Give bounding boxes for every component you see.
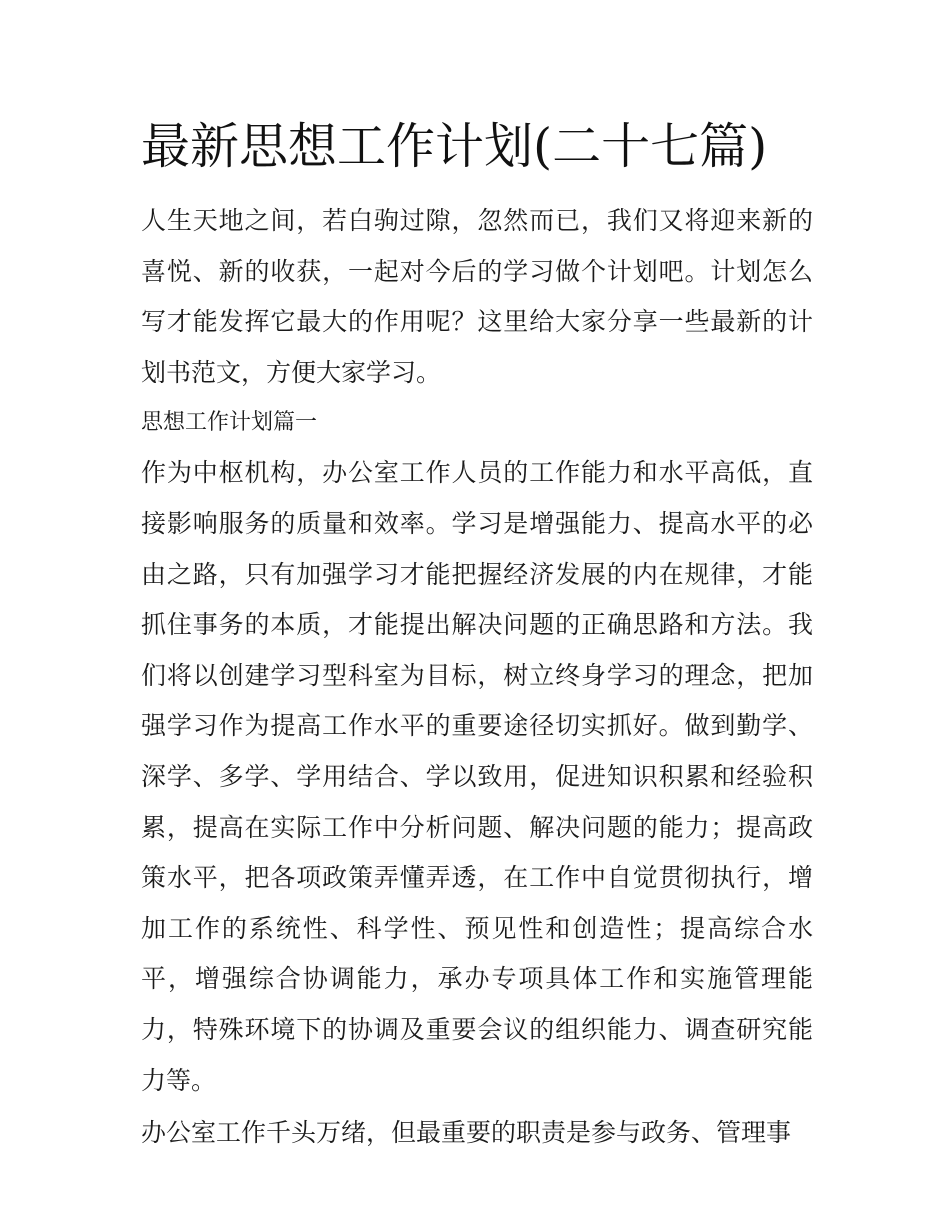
body-paragraph: 办公室工作千头万绪，但最重要的职责是参与政务、管理事 (141, 1118, 792, 1148)
body-paragraph: 作为中枢机构，办公室工作人员的工作能力和水平高低，直接影响服务的质量和效率。学习是增强能力、提高水平的必由之路，只有加强学习才能把握经济发展的内在规律，才能抓住事务的本质，才能提出解决问题的正确思路和方法。我们将以创建学习型科室为目标，树立终身学习的理念，把加强学习作为提高工作水平的重要途径切实抓好。做到勤学、深学、多学、学用结合、学以致用，促进知识积累和经验积累，提高在实际工作中分析问题、解决问题的能力；提高政策水平，把各项政策弄懂弄透，在工作中自觉贯彻执行，增加工作的系统性、科学性、预见性和创造性；提高综合水平，增强综合协调能力，承办专项具体工作和实施管理能力，特殊环境下的协调及重要会议的组织能力、调查研究能力等。 (141, 458, 813, 1095)
document-title: 最新思想工作计划(二十七篇) (141, 118, 768, 175)
document-body (141, 112, 813, 1159)
section-heading: 思想工作计划篇一 (141, 410, 318, 436)
intro-paragraph: 人生天地之间，若白驹过隙，忽然而已，我们又将迎来新的喜悦、新的收获，一起对今后的学习做个计划吧。计划怎么写才能发挥它最大的作用呢？这里给大家分享一些最新的计划书范文，方便大家学习。 (141, 206, 813, 387)
